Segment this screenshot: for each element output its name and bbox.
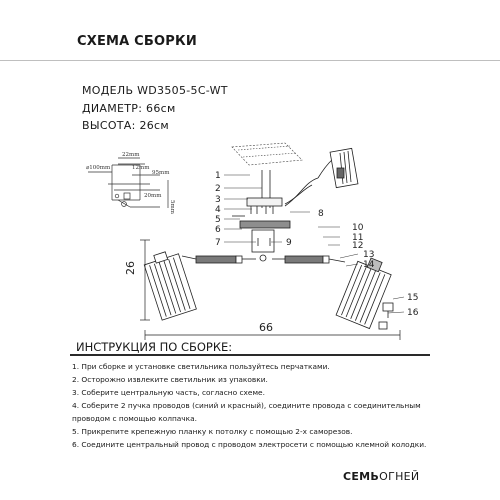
callout-15: 15 (407, 293, 419, 303)
callout-12: 12 (352, 241, 364, 251)
left-lamp-shade (142, 248, 196, 320)
upper-right-lamp (318, 148, 358, 187)
instruction-step-3: 3. Соберите центральную часть, согласно схеме. (72, 388, 265, 397)
detail-length-20-label: 20mm (144, 193, 162, 199)
instructions-title: ИНСТРУКЦИЯ ПО СБОРКЕ: (76, 340, 233, 354)
height-spec: ВЫСОТА: 26см (82, 119, 169, 132)
left-arm (182, 256, 256, 263)
instruction-step-5: 5. Прикрепите крепежную планку к потолку с помощью 2-х саморезов. (72, 427, 353, 436)
right-arm (272, 256, 345, 263)
callout-14: 14 (363, 260, 375, 270)
page-title: СХЕМА СБОРКИ (77, 34, 197, 49)
width-dimension-label: 66 (259, 321, 273, 334)
callout-8: 8 (318, 209, 324, 219)
instructions-list (72, 360, 472, 451)
brand-logo (343, 470, 419, 483)
callout-10: 10 (352, 223, 364, 233)
callout-3: 3 (215, 195, 221, 205)
callout-4: 4 (215, 205, 221, 215)
instruction-step-6: 6. Соедините центральный провод с проводом электросети с помощью клемной колодки. (72, 440, 427, 449)
callout-2: 2 (215, 184, 221, 194)
instruction-step-2: 2. Осторожно извлеките светильник из упаковки. (72, 375, 268, 384)
height-dimension (140, 240, 150, 320)
brand-logo-light: ОГНЕЙ (379, 470, 420, 483)
instruction-step-4: 4. Соберите 2 пучка проводов (синий и красный), соедините провода с соединительным проводом с помощью колпачка. (72, 401, 421, 423)
model-spec: МОДЕЛЬ WD3505-5C-WT (82, 84, 228, 97)
detail-length-22-label: 22mm (122, 152, 140, 158)
brand-logo-bold: СЕМЬ (343, 470, 380, 483)
callout-16: 16 (407, 308, 419, 318)
callout-11: 11 (352, 233, 364, 243)
instructions-divider (70, 354, 430, 356)
detail-length-12-label: 12mm (132, 165, 150, 171)
spare-bulb-parts (379, 303, 393, 329)
callout-1: 1 (215, 171, 221, 181)
callout-9: 9 (286, 238, 292, 248)
callout-13: 13 (363, 250, 375, 260)
detail-diameter-label: ⌀100mm (86, 165, 111, 171)
callout-6: 6 (215, 225, 221, 235)
diameter-spec: ДИАМЕТР: 66см (82, 102, 176, 115)
instruction-step-1: 1. При сборке и установке светильника пользуйтесь перчатками. (72, 362, 330, 371)
detail-length-95-label: 95mm (152, 170, 170, 176)
callout-5: 5 (215, 215, 221, 225)
ceiling-plate (232, 143, 302, 165)
detail-length-5-label: 5mm (169, 200, 175, 214)
height-dimension-label: 26 (124, 261, 137, 275)
central-body (232, 170, 318, 261)
callout-7: 7 (215, 238, 221, 248)
